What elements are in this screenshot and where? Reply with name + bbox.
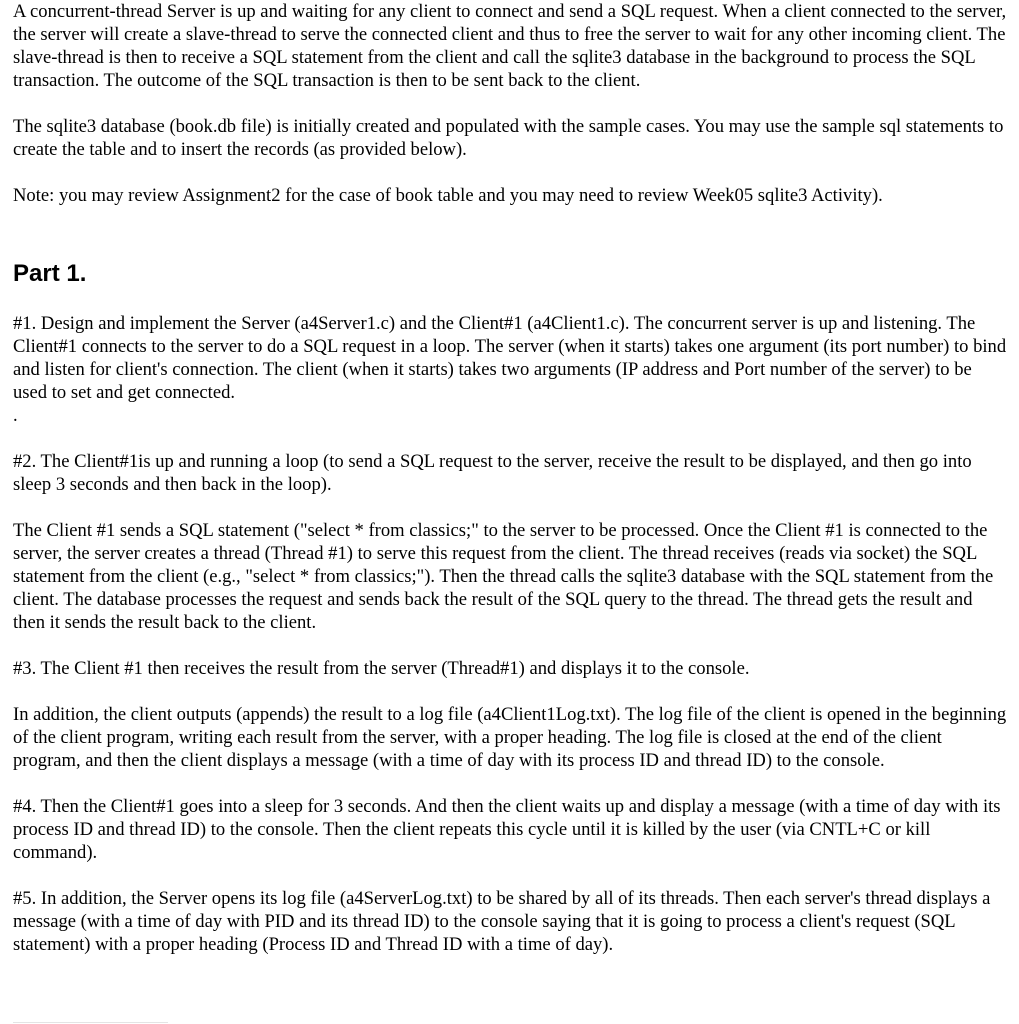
- part1-item-4: #4. Then the Client#1 goes into a sleep for 3 seconds. And then the client waits up and display a message (with a time of day with its process ID and thread ID) to the console. Then the client repeats this cycle until it is killed by the user (via CNTL+C or kill command).: [13, 796, 1001, 863]
- intro-note: Note: you may review Assignment2 for the case of book table and you may need to review Week05 sqlite3 Activity).: [13, 185, 883, 206]
- part1-item-3-detail: In addition, the client outputs (appends) the result to a log file (a4Client1Log.txt). The log file of the client is opened in the beginning of the client program, writing each result from the server, with a proper heading. The log file is closed at the end of the client program, and then the client displays a message (with a time of day with its process ID and thread ID) to the console.: [13, 704, 1007, 771]
- part1-heading: Part 1.: [13, 260, 87, 287]
- part1-item-2: #2. The Client#1is up and running a loop (to send a SQL request to the server, receive the result to be displayed, and then go into sleep 3 seconds and then back in the loop).: [13, 451, 972, 495]
- bottom-divider: [13, 1022, 168, 1023]
- part1-item-2-detail: The Client #1 sends a SQL statement ("select * from classics;" to the server to be processed. Once the Client #1 is connected to the server, the server creates a thread (Thread #1) to serve this request from the client. The thread receives (reads via socket) the SQL statement from the client (e.g., "select * from classics;"). Then the thread calls the sqlite3 database with the SQL statement from the client. The database processes the request and sends back the result of the SQL query to the thread. The thread gets the result and then it sends the result back to the client.: [13, 520, 994, 633]
- intro-paragraph-2: The sqlite3 database (book.db file) is initially created and populated with the sample cases. You may use the sample sql statements to create the table and to insert the records (as provided below).: [13, 116, 1004, 160]
- stray-dot: .: [13, 405, 18, 426]
- part1-item-3: #3. The Client #1 then receives the result from the server (Thread#1) and displays it to the console.: [13, 658, 750, 679]
- part1-item-1: #1. Design and implement the Server (a4Server1.c) and the Client#1 (a4Client1.c). The concurrent server is up and listening. The Client#1 connects to the server to do a SQL request in a loop. The server (when it starts) takes one argument (its port number) to bind and listen for client's connection. The client (when it starts) takes two arguments (IP address and Port number of the server) to be used to set and get connected.: [13, 313, 1007, 403]
- part1-item-5: #5. In addition, the Server opens its log file (a4ServerLog.txt) to be shared by all of its threads. Then each server's thread displays a message (with a time of day with PID and its thread ID) to the console saying that it is going to process a client's request (SQL statement) with a proper heading (Process ID and Thread ID with a time of day).: [13, 888, 991, 955]
- intro-paragraph-1: A concurrent-thread Server is up and waiting for any client to connect and send a SQL request. When a client connected to the server, the server will create a slave-thread to serve the connected client and thus to free the server to wait for any other incoming client. The slave-thread is then to receive a SQL statement from the client and call the sqlite3 database in the background to process the SQL transaction. The outcome of the SQL transaction is then to be sent back to the client.: [13, 1, 1007, 91]
